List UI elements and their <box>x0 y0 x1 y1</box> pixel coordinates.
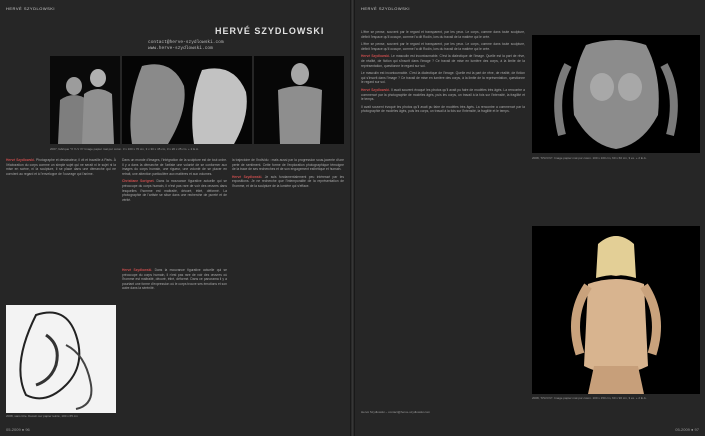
photo-nude-torso <box>532 35 700 153</box>
text-column-3: la trajectoire de l'individu : mais aussi par la progression sous-jacente d'une perte de sentiment. Cette forme de l'exploration photographique témoigne de la trace de ses recherches et de son engagement esthétique et humain. Hervé Szydlowski. Je suis fondamentalement peu intéressé par les expositions. Je ne recherche que l'intemporalité de la représentation de l'homme, et de la sculpture de la lumière qui s'efface. <box>232 158 344 188</box>
caption-top: 2007, fabrique "X \\\ V \\\" Image papier mat pur coton. 3 x 100 x 70 cm, 3 x 30 x 45 cm, 3 x 20 x 25 cm. + 2 E.A. <box>50 147 199 151</box>
left-page <box>0 0 350 436</box>
contact-website[interactable]: www.herve-szydlowski.com <box>148 46 213 51</box>
photo-elderly-nude <box>254 56 344 144</box>
drawing-artwork <box>6 305 116 413</box>
article-title: HERVÉ SZYDLOWSKI <box>215 26 325 36</box>
caption-photo-2: 2008, "R\\\V\\\I". Image papier mat pur coton. 100 x 150 cm, 60 x 90 cm, 3 ex. + 2 E.A. <box>532 396 647 400</box>
footnote: Hervé Szydlowski ~ contact@herve-szydlowski.com <box>361 410 431 414</box>
text-column-2b: Hervé Szydlowski. Dans la mouvance figurative actuelle qui se préoccupe du corps humain, il n'est pas rare de voir des œuvres où l'homme est maltraité, décoré, étiré, déformé. Dans ce panorama il y a pourtant une forme d'expression où le corps trouve ses émotions et son autre dans la sérénité. <box>122 268 227 291</box>
lead-name: Hervé Szydlowski. <box>6 158 35 162</box>
contact-email[interactable]: contact@herve-szydlowski.com <box>148 40 224 45</box>
caption-photo-1: 2008, "R\\\V\\\I". Image papier mat pur coton. 100 x 100 cm, 60 x 60 cm, 3 ex. + 2 E.A. <box>532 156 647 160</box>
running-head: HERVÉ SZYDLOWSKI <box>361 6 411 11</box>
page-footer: 05-2009 ● 97 <box>675 427 699 432</box>
photo-elderly-profiles <box>122 56 252 144</box>
right-page <box>355 0 705 436</box>
photo-elderly-couple <box>50 56 120 144</box>
page-footer: 05-2009 ● 96 <box>6 427 30 432</box>
text-column-1: Hervé Szydlowski. Photographe et dessinateur, il vit et travaille à Paris. À l'élaboration du corps comme un simple sujet qui ne serait ni le sujet ni la mise en scène, ni la sculpture, il se place dans une démarche qui ne convient au regard et à l'enveloppe de l'ouvrage qui l'anime. <box>6 158 116 176</box>
contact-block <box>148 40 224 52</box>
text-column-a: L'être se pense, souvent par le regard et transparent, par les yeux. Le corps, comme dans toute sculpture, définit l'espace qu'il occupe, comme l'a dit Rodin, lors du travail de la matière qui le crée. L'être se pense, souvent par le regard et transparent, par les yeux. Le corps, comme dans toute sculpture, définit l'espace qu'il occupe, comme l'a dit Rodin, lors du travail de la matière qui le crée. Hervé Szydlowski. Le masculin est incontournable. C'est la dialectique de l'image. Quelle est la part de rêve, de réalité, de fiction qui s'inscrit dans l'image ? Ce travail de mise en lumière des corps, à la limite de la représentation, questionne le regard sur soi. Le masculin est incontournable. C'est la dialectique de l'image. Quelle est la part de rêve, de réalité, de fiction qui s'inscrit dans l'image ? Ce travail de mise en lumière des corps, à la limite de la représentation, questionne le regard sur soi. Hervé Szydlowski. Il avait souvent évoqué les photos qu'il avait pu faire de modèles très âgés. La rencontre a commencé par la photographie de modèles âgés, puis les corps, un travail à la fois sur l'intensité, la fragilité et le temps. Il avait souvent évoqué les photos qu'il avait pu faire de modèles très âgés. La rencontre a commencé par la photographie de modèles âgés, puis les corps, un travail à la fois sur l'intensité, la fragilité et le temps. <box>361 30 525 114</box>
text-column-2: Dans un monde d'images, l'intégration de la sculpture est de tout ordre. Il y a dans la démarche de l'artiste une volonté de se conformer aux images du corps humain, une rigueur, une volonté de se placer en retrait, une attention particulière aux matières et aux volumes. Christiane Sorignet. Dans la mouvance figurative actuelle qui se préoccupe du corps humain, il n'est pas rare de voir des œuvres dans lesquelles l'homme est maltraité, décoré, étiré, déformé. La photographie de l'artiste se situe dans une recherche de pureté et de vérité. <box>122 158 228 202</box>
caption-bottom: 2008, sans titre. Dessin sur papier teinté, 100 x 65 cm <box>6 414 78 418</box>
running-head: HERVÉ SZYDLOWSKI <box>6 6 56 11</box>
photo-blonde-model <box>532 226 700 394</box>
